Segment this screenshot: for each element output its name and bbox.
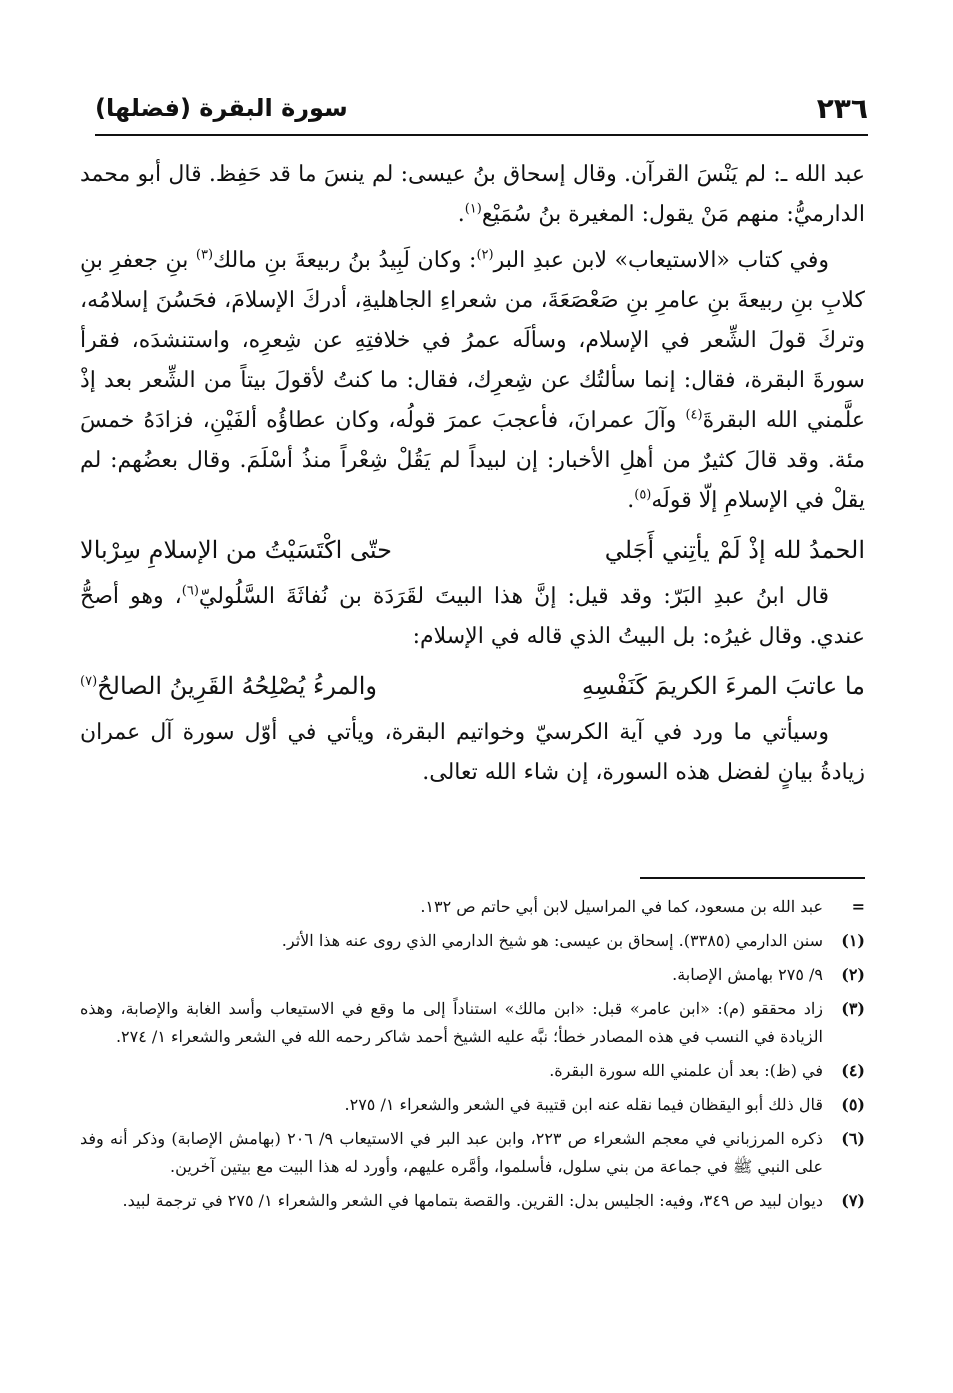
footnote-number: (١) xyxy=(841,931,865,950)
footnote-number: (٤) xyxy=(841,1061,865,1080)
running-title: سورة البقرة (فضلها) xyxy=(95,94,348,122)
footnote-text: سنن الدارمي (٣٣٨٥). إسحاق بن عيسى: هو شيخ الدارمي الذي روى عنه هذا الأثر. xyxy=(281,931,823,950)
footnote-number: (٢) xyxy=(841,965,865,984)
footnote xyxy=(80,961,865,989)
footnote xyxy=(80,1091,865,1119)
footnote-text: زاد محققو (م): «ابن عامر» قبل: «ابن مالك» استناداً إلى ما وقع في الاستيعاب وأسد الغابة والإصابة، وهذه الزيادة في النسب في هذه المصادر خطأ؛ نبَّه عليه الشيخ أحمد شاكر رحمه الله في الشعر والشعراء ١/ ٢٧٤. xyxy=(80,999,823,1046)
footnote-ref-6: (٦) xyxy=(181,583,199,599)
page-number: ٢٣٦ xyxy=(816,92,868,125)
footnote-ref-7: (٧) xyxy=(80,674,98,689)
footnote-ref-3: (٣) xyxy=(195,247,214,263)
verse-1 xyxy=(80,527,865,573)
verse-2-first-hemistich: ما عاتبَ المرءَ الكريمَ كَنَفْسِهِ xyxy=(581,672,865,700)
footnote-text: ٩/ ٢٧٥ بهامش الإصابة. xyxy=(672,965,823,984)
footnote xyxy=(80,995,865,1051)
footnote-number: (٣) xyxy=(841,999,865,1018)
header-rule xyxy=(95,134,868,136)
paragraph-2: وفي كتاب «الاستيعاب» لابن عبدِ البر$^{(٢)}$: وكان لَبِيدُ بنُ ربيعةَ بنِ مالك$^{(٣)}$ بنِ جعفرِ بنِ كلابِ بنِ ربيعةَ بنِ عامرِ بنِ صَعْصَعَةَ، من شعراءِ الجاهليةِ، أدركَ الإسلامَ، فحَسُنَ إسلامُه، وتركَ قولَ الشِّعر في الإسلام، وسألَه عمرُ في خلافتِهِ عن شِعرِه، واستنشدَه، فقرأ سورةَ البقرة، فقال: إنما سألتُك عن شِعرِك، فقال: ما كنتُ لأقولَ بيتاً من الشِّعر بعد إذْ علَّمني الله البقرةَ$^{(٤)}$ وآلَ عمرانَ، فأعجبَ عمرَ قولُه، وكان عطاؤُه ألفَيْنِ، فزادَهُ خمسَ مئة. وقد قالَ كثيرٌ من أهلِ الأخبار: إن لبيداً لم يَقُلْ شِعْراً منذُ أسْلَمَ. وقال بعضُهم: لم يقلْ في الإسلامِ إلّا قولَه$^{(٥)}$. xyxy=(80,247,865,513)
footnote xyxy=(80,927,865,955)
footnote-number: (٥) xyxy=(841,1095,865,1114)
footnote-text: ديوان لبيد ص ٣٤٩، وفيه: الجليس بدل: القرين. والقصة بتمامها في الشعر والشعراء ١/ ٢٧٥ في ترجمة لبيد. xyxy=(122,1191,823,1210)
page-header xyxy=(95,92,868,132)
footnote-ref-4: (٤) xyxy=(685,407,703,423)
verse-1-second-hemistich: حتّى اكْتَسَيْتُ من الإسلامِ سِرْبالا xyxy=(80,536,392,564)
footnote xyxy=(80,1187,865,1215)
paragraph-1: عبد الله ـ: لم يَنْسَ القرآن. وقال إسحاق بنُ عيسى: لم ينسَ ما قد حَفِظ. قال أبو محمد الدارميُّ: منهم مَنْ يقول: المغيرة بنُ سُمَيْع$^{(١)}$. xyxy=(80,162,865,227)
verse-2-second-hemistich: والمرءُ يُصْلِحُهُ القَرِينُ الصالحُ$^{(٧)}$ xyxy=(80,672,378,700)
footnote xyxy=(80,1057,865,1085)
footnote-number: = xyxy=(851,897,865,916)
footnote-ref-5: (٥) xyxy=(634,487,652,503)
footnote-text: ذكره المرزباني في معجم الشعراء ص ٢٢٣، وابن عبد البر في الاستيعاب ٩/ ٢٠٦ (بهامش الإصابة) وذكر أنه وفد على النبي ﷺ في جماعة من بني سلول، فأسلموا، وأمَّره عليهم، وأورد له هذا البيت مع بيتين آخرين. xyxy=(80,1129,823,1176)
paragraph-3: قال ابنُ عبدِ البَرّ: وقد قيل: إنَّ هذا البيتَ لقَرَدَة بن نُفاثَةَ السَّلُوليّ$^{(٦)}$، وهو أصحُّ عندي. وقال غيرُه: بل البيتُ الذي قاله في الإسلام: xyxy=(80,583,865,649)
footnote-ref-1: (١) xyxy=(464,201,482,217)
paragraph-4: وسيأتي ما ورد في آية الكرسيّ وخواتيم البقرة، ويأتي في أوّل سورة آل عمران زيادةُ بيانٍ لفضل هذه السورة، إن شاء الله تعالى. xyxy=(80,720,865,785)
footnote xyxy=(80,1125,865,1181)
footnote xyxy=(80,893,865,921)
footnotes xyxy=(80,893,865,1221)
footnote-text: قال ذلك أبو اليقظان فيما نقله عنه ابن قتيبة في الشعر والشعراء ١/ ٢٧٥. xyxy=(344,1095,823,1114)
footnote-text: في (ظ): بعد أن علمني الله سورة البقرة. xyxy=(549,1061,823,1080)
main-text xyxy=(80,155,865,799)
footnote-separator xyxy=(640,877,865,879)
footnote-number: (٦) xyxy=(841,1129,865,1148)
footnote-number: (٧) xyxy=(841,1191,865,1210)
verse-1-first-hemistich: الحمدُ لله إذْ لَمْ يأتِني أَجَلي xyxy=(604,536,865,564)
footnote-ref-2: (٢) xyxy=(476,247,494,263)
footnote-text: عبد الله بن مسعود، كما في المراسيل لابن أبي حاتم ص ١٣٢. xyxy=(420,897,823,916)
verse-2 xyxy=(80,663,865,709)
